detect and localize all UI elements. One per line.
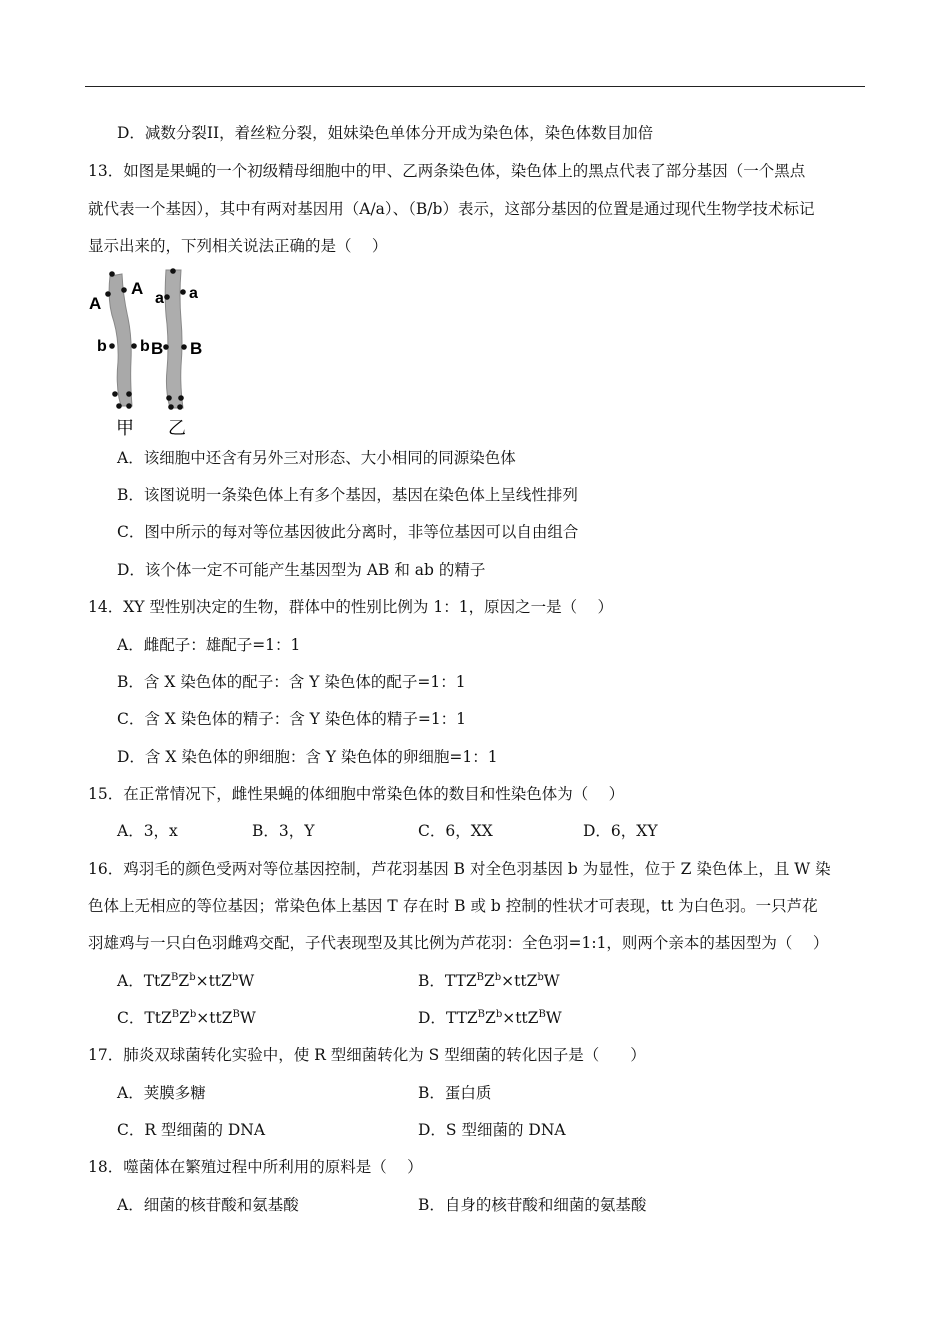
gene-label-b-lower-left: b [97, 338, 107, 355]
q15-option-d: D．6，XY [583, 822, 658, 840]
q16-option-d: D．$TTZ^BZ^b\times ttZ^BW$ [418, 1009, 562, 1027]
q13-option-a: A．该细胞中还含有另外三对形态、大小相同的同源染色体 [117, 449, 516, 467]
chromosome-label-yi: 乙 [168, 418, 186, 439]
q16-stem-line1: 16．鸡羽毛的颜色受两对等位基因控制，芦花羽基因 B 对全色羽基因 b 为显性，位于 Z 染色体上，且 W 染 [88, 860, 831, 878]
q12-option-d: D．减数分裂II，着丝粒分裂，姐妹染色单体分开成为染色体，染色体数目加倍 [117, 124, 654, 142]
q17-option-c: C．R 型细菌的 DNA [117, 1121, 266, 1139]
q17-stem: 17．肺炎双球菌转化实验中，使 R 型细菌转化为 S 型细菌的转化因子是（ ） [88, 1046, 646, 1064]
q17-option-a: A．荚膜多糖 [117, 1084, 206, 1102]
q16-stem-line2: 色体上无相应的等位基因；常染色体上基因 T 存在时 B 或 b 控制的性状才可表现，tt 为白色羽。一只芦花 [88, 897, 818, 915]
q15-option-b: B．3，Y [252, 822, 315, 840]
q16-option-c: C．$TtZ^BZ^b\times ttZ^BW$ [117, 1009, 256, 1027]
q16-stem-line3: 羽雄鸡与一只白色羽雌鸡交配，子代表现型及其比例为芦花羽：全色羽=1:1，则两个亲本的基因型为（ ） [88, 934, 829, 952]
gene-label-b-upper-left: B [151, 339, 164, 358]
chromosome-label-jia: 甲 [116, 418, 134, 439]
q15-option-c: C．6，XX [418, 822, 493, 840]
q14-option-b: B．含 X 染色体的配子：含 Y 染色体的配子=1：1 [117, 673, 466, 691]
q18-option-b: B．自身的核苷酸和细菌的氨基酸 [418, 1196, 647, 1214]
q13-stem-line2: 就代表一个基因），其中有两对基因用（A/a）、（B/b）表示，这部分基因的位置是通过现代生物学技术标记 [88, 200, 815, 218]
q13-option-c: C．图中所示的每对等位基因彼此分离时，非等位基因可以自由组合 [117, 523, 579, 541]
q17-option-b: B．蛋白质 [418, 1084, 492, 1102]
gene-label-b-lower-right: b [140, 338, 150, 355]
q18-option-a: A．细菌的核苷酸和氨基酸 [117, 1196, 299, 1214]
gene-label-a-upper-left: A [89, 294, 102, 313]
gene-label-a-upper-right: A [131, 279, 144, 298]
q13-stem-line3: 显示出来的，下列相关说法正确的是（ ） [88, 237, 388, 255]
gene-label-b-upper-right: B [190, 339, 203, 358]
q13-stem-line1: 13．如图是果蝇的一个初级精母细胞中的甲、乙两条染色体，染色体上的黑点代表了部分基因（一个黑点 [88, 162, 806, 180]
gene-label-a-lower-right: a [189, 285, 198, 302]
q16-option-a: A．$TtZ^BZ^b\times ttZ^bW$ [117, 972, 255, 990]
q15-option-a: A．3，x [117, 822, 178, 840]
q16-option-b: B．$TTZ^BZ^b\times ttZ^bW$ [418, 972, 560, 990]
chromosome-figure [88, 262, 228, 440]
q13-option-d: D．该个体一定不可能产生基因型为 AB 和 ab 的精子 [117, 561, 486, 579]
q17-option-d: D．S 型细菌的 DNA [418, 1121, 566, 1139]
chromosome-yi [165, 270, 183, 408]
q15-stem: 15．在正常情况下，雌性果蝇的体细胞中常染色体的数目和性染色体为（ ） [88, 785, 625, 803]
q18-stem: 18．噬菌体在繁殖过程中所利用的原料是（ ） [88, 1158, 423, 1176]
q14-option-d: D．含 X 染色体的卵细胞：含 Y 染色体的卵细胞=1：1 [117, 748, 498, 766]
q14-option-a: A．雌配子：雄配子=1：1 [117, 636, 301, 654]
header-rule [85, 86, 865, 87]
gene-label-a-lower-left: a [155, 290, 164, 307]
q14-stem: 14．XY 型性别决定的生物，群体中的性别比例为 1：1，原因之一是（ ） [88, 598, 613, 616]
q14-option-c: C．含 X 染色体的精子：含 Y 染色体的精子=1：1 [117, 710, 467, 728]
chromosome-jia [109, 274, 132, 406]
q13-option-b: B．该图说明一条染色体上有多个基因，基因在染色体上呈线性排列 [117, 486, 578, 504]
